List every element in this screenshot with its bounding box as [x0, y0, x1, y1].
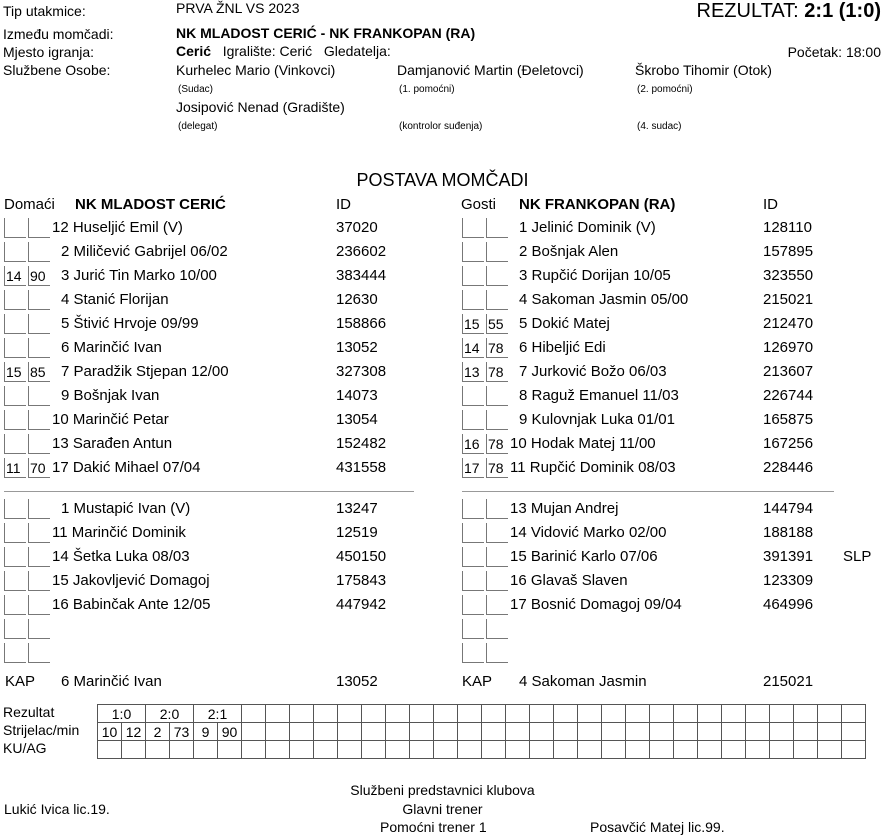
home-representative: Lukić Ivica lic.19.	[4, 801, 110, 817]
score-cell	[769, 722, 794, 741]
score-cell	[169, 740, 194, 759]
score-cell	[481, 740, 506, 759]
score-cell	[817, 740, 842, 759]
player-id: 165875	[763, 411, 814, 428]
minute-box: 16	[462, 434, 484, 454]
minute-box	[462, 571, 484, 591]
minute-box	[486, 242, 508, 262]
minute-box	[4, 643, 26, 663]
player-id: 37020	[336, 219, 378, 236]
official-role: (kontrolor suđenja)	[399, 121, 483, 132]
minute-box: 15	[462, 314, 484, 334]
player-name: 10 Marinčić Petar	[52, 411, 169, 428]
score-cell	[385, 740, 410, 759]
minute-box	[4, 619, 26, 639]
player-id: 188188	[763, 524, 814, 541]
score-cell	[841, 722, 866, 741]
score-cell: 2:0	[145, 704, 194, 723]
score-cell: 90	[217, 722, 242, 741]
player-name: 11 Rupčić Dominik 08/03	[510, 459, 676, 476]
score-cell	[769, 704, 794, 723]
player-id: 152482	[336, 435, 387, 452]
score-cell	[289, 704, 314, 723]
player-name: 4 Sakoman Jasmin 05/00	[519, 291, 689, 308]
minute-box: 78	[486, 434, 508, 454]
away-team-name: NK FRANKOPAN (RA)	[519, 196, 676, 213]
score-cell	[577, 704, 602, 723]
minute-box: 13	[462, 362, 484, 382]
score-cell	[553, 704, 578, 723]
player-id: 13052	[336, 339, 378, 356]
score-cell	[217, 740, 242, 759]
minute-box	[462, 290, 484, 310]
minute-box	[486, 523, 508, 543]
official-role: (4. sudac)	[637, 121, 682, 132]
mjesto-label: Mjesto igranja:	[3, 44, 95, 60]
minute-box: 14	[462, 338, 484, 358]
minute-box	[462, 595, 484, 615]
away-side-label: Gosti	[461, 196, 497, 213]
official-name: Kurhelec Mario (Vinkovci)	[176, 62, 336, 78]
score-cell	[337, 740, 362, 759]
score-cell	[289, 722, 314, 741]
score-cell	[457, 740, 482, 759]
score-cell: 2	[145, 722, 170, 741]
score-cell	[817, 722, 842, 741]
tip-value: PRVA ŽNL VS 2023	[176, 0, 300, 16]
minute-box	[28, 218, 50, 238]
score-cell	[841, 740, 866, 759]
official-role: (Sudac)	[178, 84, 214, 95]
score-cell	[577, 722, 602, 741]
minute-box	[4, 595, 26, 615]
score-cell	[337, 722, 362, 741]
player-name: 2 Miličević Gabrijel 06/02	[61, 243, 228, 260]
official-role: (1. pomoćni)	[399, 84, 455, 95]
score-cell	[529, 722, 554, 741]
igraliste: Igralište: Cerić	[222, 43, 313, 59]
score-cell	[553, 740, 578, 759]
minute-box	[28, 643, 50, 663]
score-cell: 73	[169, 722, 194, 741]
score-cell	[433, 722, 458, 741]
minute-box	[28, 434, 50, 454]
player-id: 157895	[763, 243, 814, 260]
minute-box	[486, 619, 508, 639]
player-id: 12630	[336, 291, 378, 308]
player-name: 15 Barinić Karlo 07/06	[510, 548, 658, 565]
tip-label: Tip utakmice:	[3, 3, 86, 19]
minute-box	[4, 410, 26, 430]
minute-box: 85	[28, 362, 50, 382]
home-team-name: NK MLADOST CERIĆ	[75, 196, 226, 213]
minute-box	[462, 499, 484, 519]
player-id: 327308	[336, 363, 387, 380]
score-cell	[505, 722, 530, 741]
pomocni-trener: Pomoćni trener 1	[380, 819, 487, 835]
minute-box	[28, 410, 50, 430]
player-name: 14 Šetka Luka 08/03	[52, 548, 190, 565]
minute-box	[28, 571, 50, 591]
minute-box: 90	[28, 266, 50, 286]
official-name: Damjanović Martin (Đeletovci)	[397, 62, 584, 78]
score-cell	[601, 722, 626, 741]
away-representative: Posavčić Matej lic.99.	[590, 819, 725, 835]
player-name: 13 Mujan Andrej	[510, 500, 619, 517]
score-cell	[529, 740, 554, 759]
minute-box	[486, 499, 508, 519]
score-cell	[361, 704, 386, 723]
minute-box	[462, 523, 484, 543]
rezultat-label: REZULTAT:	[696, 0, 799, 22]
away-divider	[462, 491, 834, 492]
player-id: 12519	[336, 524, 378, 541]
score-cell	[241, 722, 266, 741]
score-cell	[313, 722, 338, 741]
home-divider	[4, 491, 414, 492]
score-cell: 12	[121, 722, 146, 741]
player-id: 128110	[763, 219, 812, 236]
score-cell	[505, 740, 530, 759]
player-name: 6 Marinčić Ivan	[61, 339, 162, 356]
player-id: 450150	[336, 548, 387, 565]
official-role: (delegat)	[178, 121, 218, 132]
score-cell	[601, 740, 626, 759]
minute-box	[28, 619, 50, 639]
minute-box	[28, 314, 50, 334]
score-cell	[649, 740, 674, 759]
minute-box	[4, 242, 26, 262]
minute-box: 14	[4, 266, 26, 286]
minute-box	[486, 218, 508, 238]
player-id: 228446	[763, 459, 814, 476]
minute-box	[28, 338, 50, 358]
minute-box	[486, 266, 508, 286]
player-name: 1 Mustapić Ivan (V)	[61, 500, 191, 517]
score-cell: 9	[193, 722, 218, 741]
venue-line	[176, 43, 391, 59]
minute-box: 17	[462, 458, 484, 478]
score-cell	[241, 740, 266, 759]
minute-box	[4, 338, 26, 358]
score-cell	[697, 722, 722, 741]
player-name: 3 Rupčić Dorijan 10/05	[519, 267, 671, 284]
score-cell	[241, 704, 266, 723]
minute-box	[28, 595, 50, 615]
score-cell	[529, 704, 554, 723]
home-kap-player: 6 Marinčić Ivan	[61, 673, 162, 690]
minute-box	[486, 571, 508, 591]
minute-box: 78	[486, 458, 508, 478]
player-name: 9 Bošnjak Ivan	[61, 387, 160, 404]
home-side-label: Domaći	[4, 196, 55, 213]
minute-box	[4, 499, 26, 519]
minute-box	[28, 242, 50, 262]
score-cell	[721, 704, 746, 723]
score-cell	[433, 740, 458, 759]
minute-box	[486, 410, 508, 430]
rezultat	[697, 0, 882, 23]
minute-box	[462, 218, 484, 238]
player-id: 391391	[763, 548, 814, 565]
away-kap-player: 4 Sakoman Jasmin	[519, 673, 647, 690]
player-name: 2 Bošnjak Alen	[519, 243, 619, 260]
player-id: 167256	[763, 435, 814, 452]
player-name: 10 Hodak Matej 11/00	[510, 435, 656, 452]
score-cell	[313, 704, 338, 723]
score-row-label: Strijelac/min	[3, 722, 80, 738]
score-cell	[553, 722, 578, 741]
player-id: 126970	[763, 339, 814, 356]
score-cell	[697, 704, 722, 723]
player-name: 5 Dokić Matej	[519, 315, 610, 332]
rezultat-value: 2:1 (1:0)	[804, 0, 881, 22]
score-cell	[97, 740, 122, 759]
score-cell	[145, 740, 170, 759]
player-name: 11 Marinčić Dominik	[52, 524, 186, 541]
player-name: 7 Paradžik Stjepan 12/00	[61, 363, 229, 380]
minute-box	[28, 523, 50, 543]
player-name: 7 Jurković Božo 06/03	[519, 363, 667, 380]
player-id: 158866	[336, 315, 387, 332]
minute-box	[486, 643, 508, 663]
match-teams: NK MLADOST CERIĆ - NK FRANKOPAN (RA)	[176, 25, 476, 41]
official-role: (2. pomoćni)	[637, 84, 693, 95]
score-cell	[793, 704, 818, 723]
minute-box: 70	[28, 458, 50, 478]
minute-box	[4, 523, 26, 543]
player-id: 212470	[763, 315, 814, 332]
player-extra: SLP	[843, 548, 872, 565]
predstavnici: Službeni predstavnici klubova	[350, 782, 535, 798]
player-id: 14073	[336, 387, 378, 404]
player-id: 144794	[763, 500, 814, 517]
score-cell	[745, 704, 770, 723]
score-cell	[409, 722, 434, 741]
away-id-header: ID	[763, 196, 778, 213]
away-kap-id: 215021	[763, 673, 814, 690]
player-name: 9 Kulovnjak Luka 01/01	[519, 411, 675, 428]
minute-box: 15	[4, 362, 26, 382]
player-name: 14 Vidović Marko 02/00	[510, 524, 667, 541]
score-cell	[457, 722, 482, 741]
score-cell	[505, 704, 530, 723]
official-name: Škrobo Tihomir (Otok)	[635, 62, 772, 78]
player-name: 17 Dakić Mihael 07/04	[52, 459, 201, 476]
score-cell	[697, 740, 722, 759]
score-cell	[193, 740, 218, 759]
home-kap-label: KAP	[5, 673, 36, 690]
player-name: 16 Glavaš Slaven	[510, 572, 628, 589]
score-cell	[337, 704, 362, 723]
player-id: 123309	[763, 572, 814, 589]
minute-box	[486, 290, 508, 310]
minute-box	[4, 571, 26, 591]
score-cell	[313, 740, 338, 759]
score-cell	[481, 722, 506, 741]
player-id: 464996	[763, 596, 814, 613]
score-cell	[625, 740, 650, 759]
score-cell	[745, 740, 770, 759]
score-cell	[673, 704, 698, 723]
score-cell	[793, 722, 818, 741]
home-id-header: ID	[336, 196, 351, 213]
minute-box	[462, 242, 484, 262]
score-cell	[625, 704, 650, 723]
player-id: 226744	[763, 387, 814, 404]
player-name: 17 Bosnić Domagoj 09/04	[510, 596, 682, 613]
score-cell	[625, 722, 650, 741]
player-name: 1 Jelinić Dominik (V)	[519, 219, 656, 236]
score-cell	[673, 740, 698, 759]
minute-box	[28, 547, 50, 567]
score-cell	[841, 704, 866, 723]
score-cell	[289, 740, 314, 759]
player-name: 5 Štivić Hrvoje 09/99	[61, 315, 199, 332]
score-cell	[361, 722, 386, 741]
score-cell: 1:0	[97, 704, 146, 723]
score-cell	[673, 722, 698, 741]
player-id: 213607	[763, 363, 814, 380]
player-id: 431558	[336, 459, 387, 476]
pocetak: Početak: 18:00	[787, 44, 881, 60]
score-cell	[745, 722, 770, 741]
score-cell	[649, 722, 674, 741]
minute-box	[462, 266, 484, 286]
minute-box	[462, 643, 484, 663]
player-id: 215021	[763, 291, 814, 308]
player-id: 13054	[336, 411, 378, 428]
player-id: 175843	[336, 572, 387, 589]
minute-box	[4, 290, 26, 310]
minute-box	[486, 386, 508, 406]
minute-box	[462, 547, 484, 567]
minute-box	[4, 434, 26, 454]
score-cell: 2:1	[193, 704, 242, 723]
score-cell	[817, 704, 842, 723]
score-cell	[457, 704, 482, 723]
minute-box: 11	[4, 458, 26, 478]
gledatelja: Gledatelja:	[323, 43, 391, 59]
player-id: 13247	[336, 500, 378, 517]
glavni-trener: Glavni trener	[402, 801, 483, 817]
player-id: 236602	[336, 243, 387, 260]
player-id: 323550	[763, 267, 814, 284]
osobe-label: Službene Osobe:	[3, 62, 111, 78]
official-name: Josipović Nenad (Gradište)	[176, 99, 345, 115]
venue-value: Cerić	[176, 43, 212, 59]
minute-box	[28, 290, 50, 310]
minute-box	[28, 499, 50, 519]
score-row-label: Rezultat	[3, 704, 55, 720]
score-cell	[385, 704, 410, 723]
score-cell	[769, 740, 794, 759]
home-kap-id: 13052	[336, 673, 378, 690]
minute-box	[462, 386, 484, 406]
score-cell	[481, 704, 506, 723]
score-cell	[793, 740, 818, 759]
minute-box	[4, 218, 26, 238]
postava-title: POSTAVA MOMČADI	[356, 170, 529, 190]
minute-box	[4, 314, 26, 334]
player-name: 4 Stanić Florijan	[61, 291, 169, 308]
minute-box	[4, 386, 26, 406]
score-cell	[649, 704, 674, 723]
player-id: 383444	[336, 267, 387, 284]
minute-box	[486, 595, 508, 615]
minute-box: 78	[486, 362, 508, 382]
score-cell	[409, 704, 434, 723]
minute-box	[462, 410, 484, 430]
player-name: 6 Hibeljić Edi	[519, 339, 606, 356]
score-cell	[601, 704, 626, 723]
player-name: 16 Babinčak Ante 12/05	[52, 596, 211, 613]
score-cell	[385, 722, 410, 741]
player-name: 8 Raguž Emanuel 11/03	[519, 387, 679, 404]
minute-box	[486, 547, 508, 567]
score-cell	[409, 740, 434, 759]
izmedju-label: Između momčadi:	[3, 26, 114, 42]
minute-box	[4, 547, 26, 567]
score-cell	[721, 722, 746, 741]
player-name: 12 Huseljić Emil (V)	[52, 219, 183, 236]
score-row-label: KU/AG	[3, 740, 47, 756]
score-cell	[265, 704, 290, 723]
away-kap-label: KAP	[462, 673, 493, 690]
score-cell	[577, 740, 602, 759]
player-id: 447942	[336, 596, 387, 613]
player-name: 13 Sarađen Antun	[52, 435, 173, 452]
score-cell	[265, 740, 290, 759]
score-cell	[433, 704, 458, 723]
minute-box: 55	[486, 314, 508, 334]
minute-box: 78	[486, 338, 508, 358]
player-name: 15 Jakovljević Domagoj	[52, 572, 210, 589]
score-cell	[265, 722, 290, 741]
score-cell	[361, 740, 386, 759]
score-cell	[721, 740, 746, 759]
player-name: 3 Jurić Tin Marko 10/00	[61, 267, 217, 284]
minute-box	[462, 619, 484, 639]
score-cell: 10	[97, 722, 122, 741]
score-cell	[121, 740, 146, 759]
minute-box	[28, 386, 50, 406]
